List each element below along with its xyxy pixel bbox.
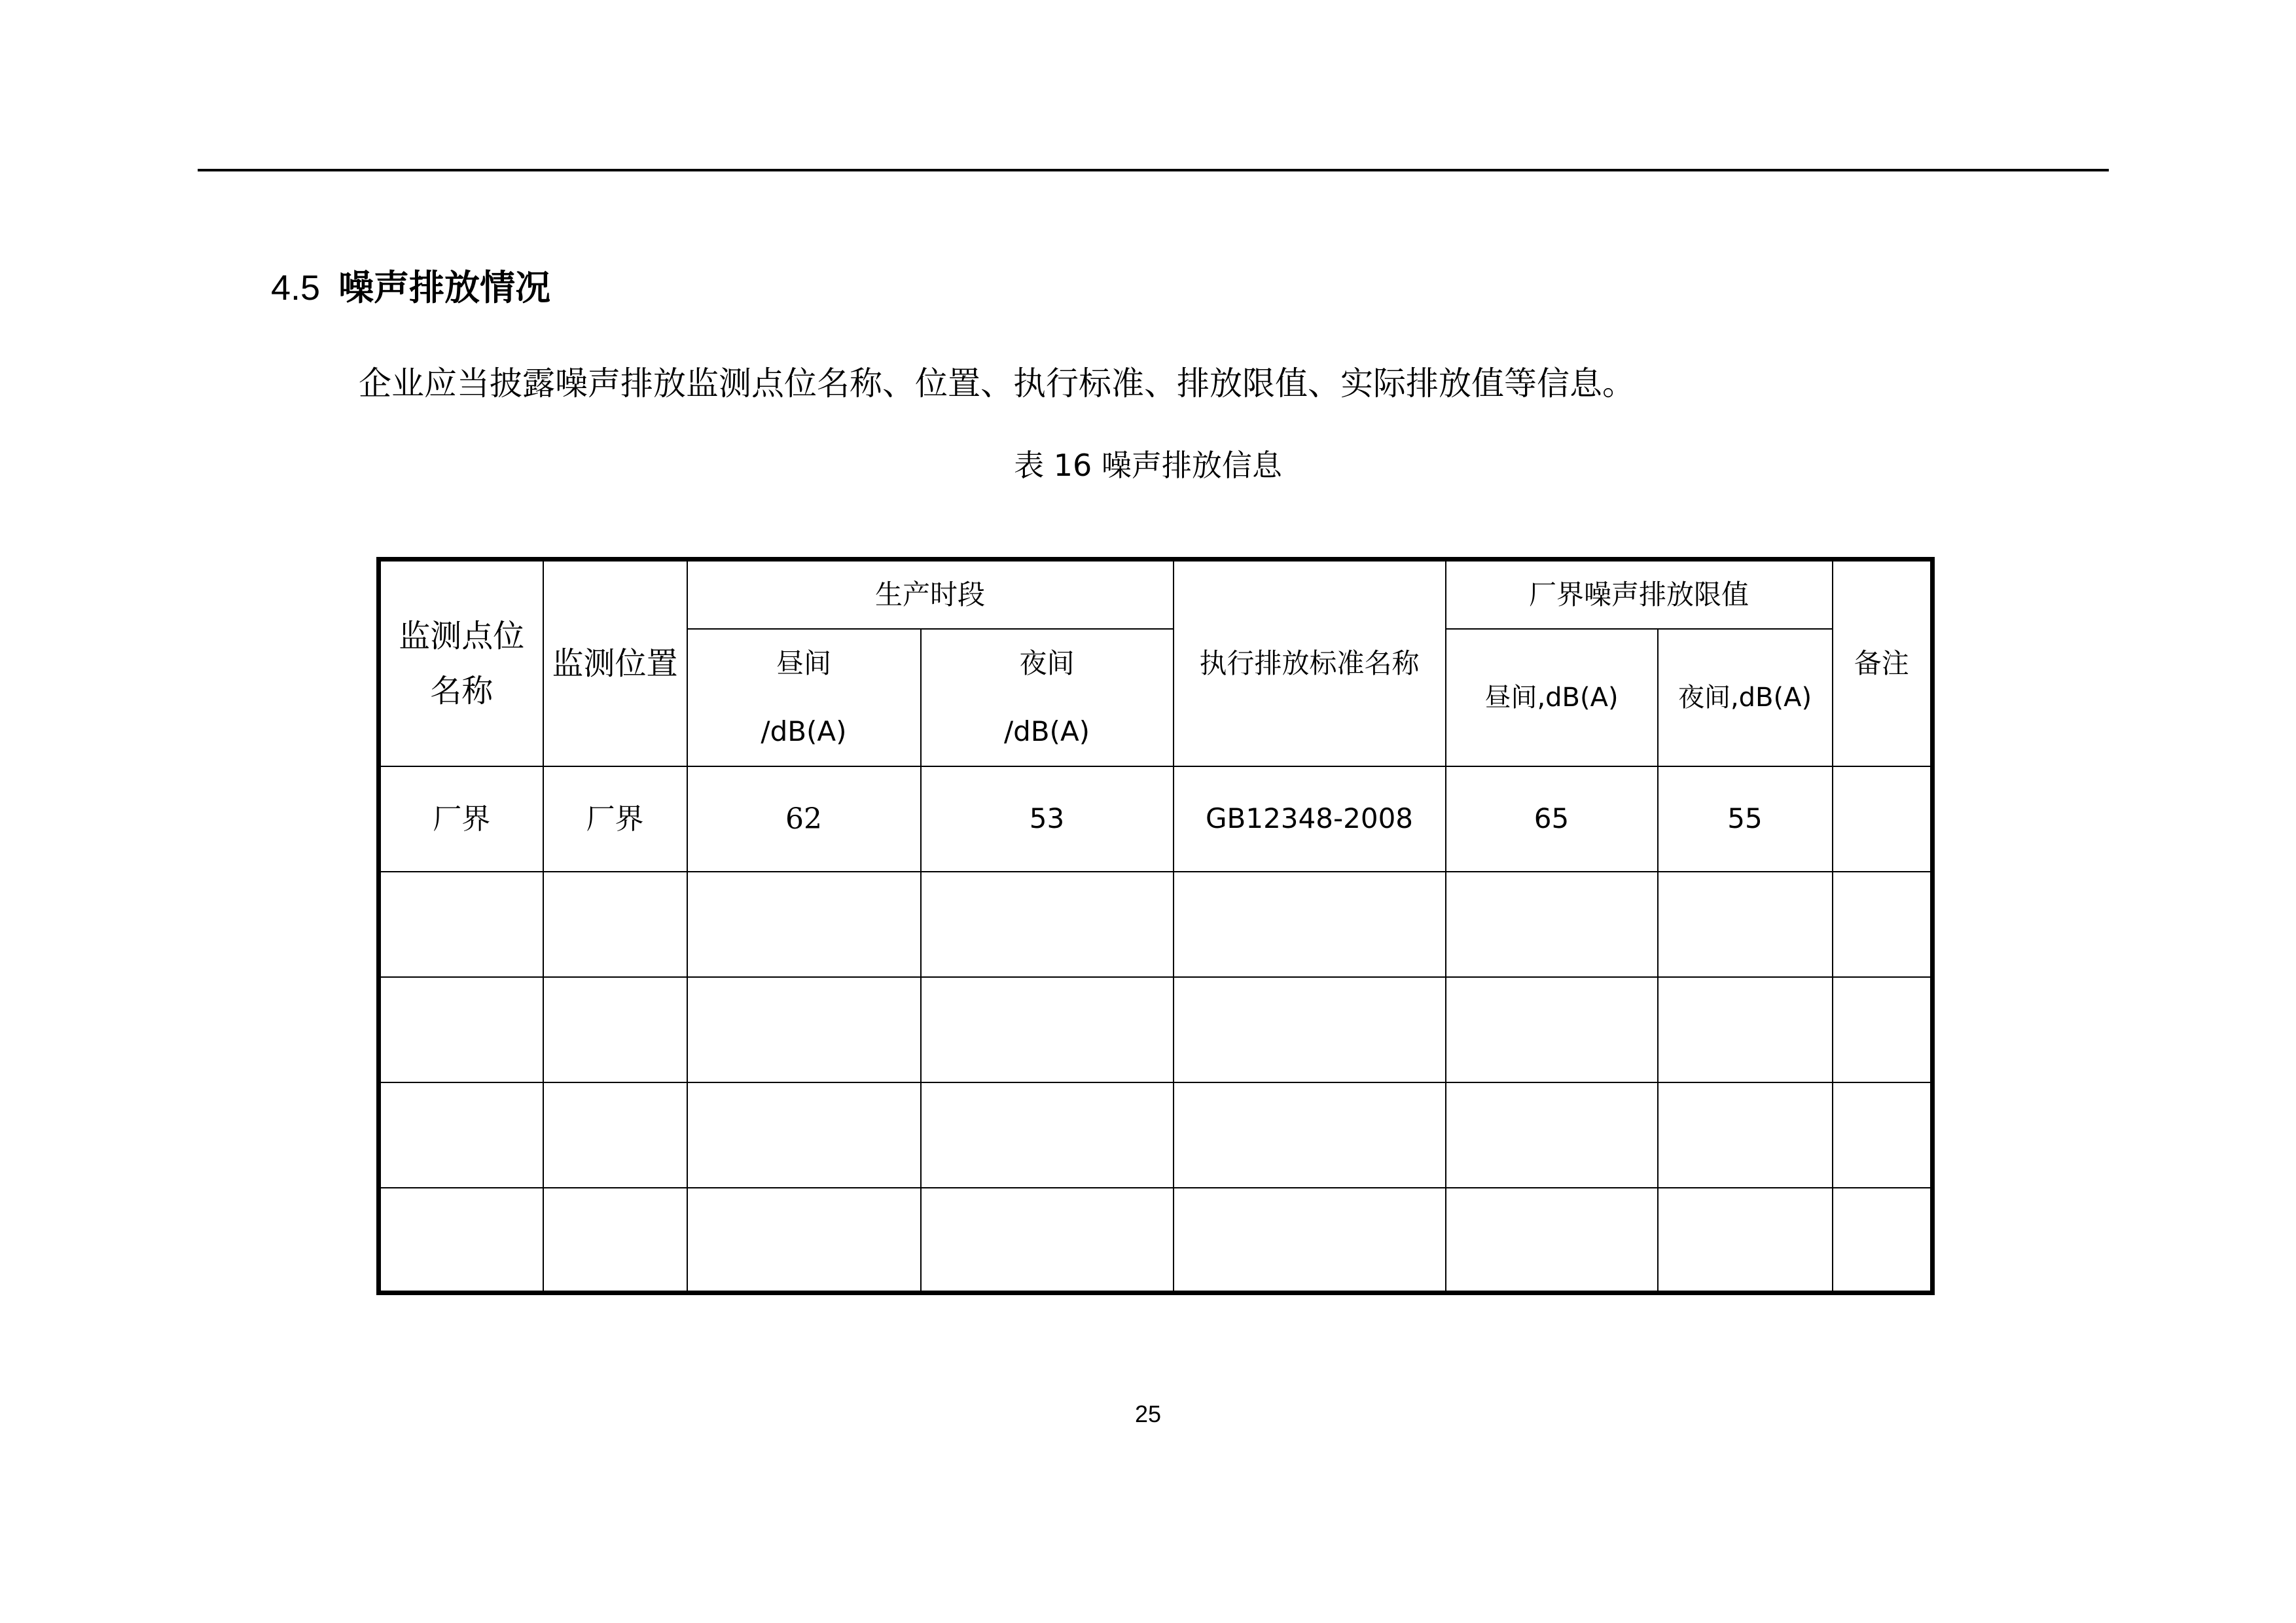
empty-cell	[543, 872, 687, 977]
header-remark: 备注	[1833, 560, 1933, 766]
cell-night: 53	[921, 766, 1174, 872]
cell-day: 62	[687, 766, 921, 872]
header-point-name-line1: 监测点位	[399, 617, 525, 654]
table-row	[379, 766, 1933, 872]
empty-cell	[1658, 872, 1833, 977]
empty-cell	[687, 977, 921, 1082]
empty-cell	[1174, 1188, 1446, 1293]
cell-limit-day: 65	[1446, 766, 1658, 872]
cell-standard: GB12348-2008	[1174, 766, 1446, 872]
header-limit-night: 夜间,dB(A)	[1658, 629, 1833, 766]
table-row-empty	[379, 872, 1933, 977]
empty-cell	[921, 872, 1174, 977]
header-rule	[198, 169, 2109, 171]
empty-cell	[921, 977, 1174, 1082]
empty-cell	[687, 1188, 921, 1293]
empty-cell	[1174, 872, 1446, 977]
header-location: 监测位置	[543, 560, 687, 766]
header-day-label: 昼间	[776, 647, 831, 679]
empty-cell	[543, 977, 687, 1082]
empty-cell	[1446, 872, 1658, 977]
empty-cell	[1446, 1188, 1658, 1293]
empty-cell	[1658, 1188, 1833, 1293]
cell-remark	[1833, 766, 1933, 872]
empty-cell	[1658, 977, 1833, 1082]
table-caption: 表 16 噪声排放信息	[1014, 448, 1282, 483]
header-day	[687, 629, 921, 766]
section-title: 噪声排放情况	[338, 267, 551, 308]
empty-cell	[1446, 1082, 1658, 1188]
empty-cell	[1446, 977, 1658, 1082]
table-row-empty	[379, 1188, 1933, 1293]
empty-cell	[379, 977, 543, 1082]
header-standard: 执行排放标准名称	[1174, 560, 1446, 766]
intro-paragraph: 企业应当披露噪声排放监测点位名称、位置、执行标准、排放限值、实际排放值等信息。	[359, 365, 1635, 402]
empty-cell	[1833, 977, 1933, 1082]
empty-cell	[1833, 872, 1933, 977]
table-row-empty	[379, 977, 1933, 1082]
header-night-unit: /dB(A)	[1003, 715, 1090, 747]
header-limit-group: 厂界噪声排放限值	[1446, 560, 1833, 629]
page-number: 25	[1134, 1400, 1162, 1427]
empty-cell	[1833, 1082, 1933, 1188]
cell-point-name: 厂界	[379, 766, 543, 872]
header-point-name-line2: 名称	[430, 672, 493, 709]
header-day-unit: /dB(A)	[761, 715, 847, 747]
empty-cell	[1833, 1188, 1933, 1293]
empty-cell	[543, 1188, 687, 1293]
header-night-label: 夜间	[1019, 647, 1075, 679]
section-number: 4.5	[271, 268, 321, 308]
header-period-group: 生产时段	[687, 560, 1174, 629]
empty-cell	[543, 1082, 687, 1188]
empty-cell	[379, 872, 543, 977]
header-night	[921, 629, 1174, 766]
empty-cell	[687, 1082, 921, 1188]
cell-location: 厂界	[543, 766, 687, 872]
empty-cell	[1174, 977, 1446, 1082]
empty-cell	[379, 1188, 543, 1293]
table-row-empty	[379, 1082, 1933, 1188]
header-point-name	[379, 560, 543, 766]
empty-cell	[1658, 1082, 1833, 1188]
empty-cell	[379, 1082, 543, 1188]
section-heading	[271, 262, 550, 314]
header-limit-day: 昼间,dB(A)	[1446, 629, 1658, 766]
empty-cell	[1174, 1082, 1446, 1188]
empty-cell	[921, 1082, 1174, 1188]
cell-limit-night: 55	[1658, 766, 1833, 872]
empty-cell	[921, 1188, 1174, 1293]
empty-cell	[687, 872, 921, 977]
noise-emission-table	[376, 557, 1935, 1295]
